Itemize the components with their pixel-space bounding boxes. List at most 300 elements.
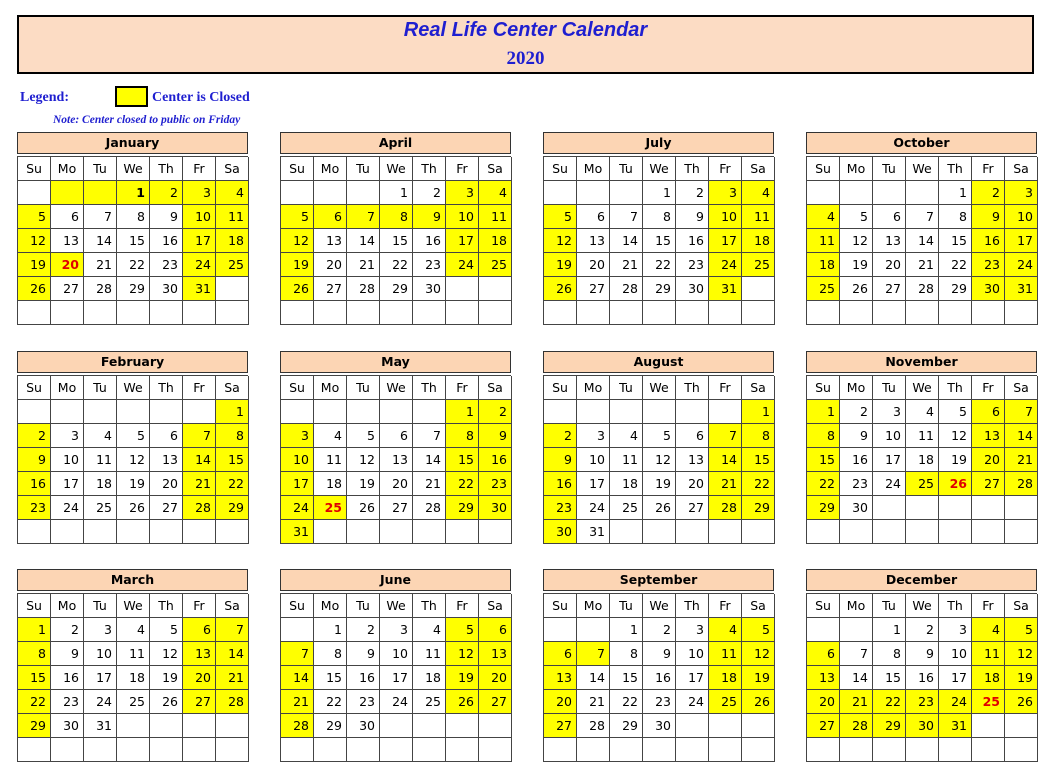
empty-cell xyxy=(1005,496,1038,520)
day-cell: 6 xyxy=(150,424,183,448)
weekday-header: Su xyxy=(18,594,51,618)
empty-cell xyxy=(906,738,939,762)
day-cell: 4 xyxy=(610,424,643,448)
day-cell: 27 xyxy=(544,714,577,738)
day-cell: 27 xyxy=(183,690,216,714)
day-cell: 28 xyxy=(610,277,643,301)
day-cell: 13 xyxy=(577,229,610,253)
day-cell: 7 xyxy=(281,642,314,666)
weekday-header: Sa xyxy=(742,157,775,181)
month-july xyxy=(543,132,774,325)
day-cell: 17 xyxy=(709,229,742,253)
day-cell: 27 xyxy=(51,277,84,301)
weekday-header: Tu xyxy=(84,376,117,400)
day-cell: 23 xyxy=(840,472,873,496)
month-grid xyxy=(543,375,774,544)
day-cell: 29 xyxy=(117,277,150,301)
empty-cell xyxy=(544,181,577,205)
day-cell: 12 xyxy=(544,229,577,253)
day-cell: 12 xyxy=(742,642,775,666)
empty-cell xyxy=(939,301,972,325)
day-cell: 10 xyxy=(183,205,216,229)
month-title: October xyxy=(806,132,1037,154)
empty-cell xyxy=(216,277,249,301)
weekday-header: Mo xyxy=(840,157,873,181)
empty-cell xyxy=(742,301,775,325)
weekday-header: We xyxy=(117,157,150,181)
empty-cell xyxy=(84,400,117,424)
day-cell: 29 xyxy=(939,277,972,301)
empty-cell xyxy=(446,301,479,325)
empty-cell xyxy=(972,520,1005,544)
empty-cell xyxy=(347,738,380,762)
empty-cell xyxy=(446,738,479,762)
month-title: December xyxy=(806,569,1037,591)
day-cell: 25 xyxy=(709,690,742,714)
day-cell: 24 xyxy=(873,472,906,496)
empty-cell xyxy=(314,738,347,762)
weekday-header: Su xyxy=(18,376,51,400)
month-title: September xyxy=(543,569,774,591)
day-cell: 28 xyxy=(281,714,314,738)
empty-cell xyxy=(446,520,479,544)
day-cell: 9 xyxy=(544,448,577,472)
day-cell: 2 xyxy=(544,424,577,448)
weekday-header: We xyxy=(643,376,676,400)
day-cell: 5 xyxy=(544,205,577,229)
legend-closed-text: Center is Closed xyxy=(152,90,250,105)
day-cell: 1 xyxy=(446,400,479,424)
empty-cell xyxy=(643,738,676,762)
day-cell: 2 xyxy=(906,618,939,642)
empty-cell xyxy=(709,738,742,762)
weekday-header: Fr xyxy=(709,157,742,181)
day-cell: 26 xyxy=(18,277,51,301)
day-cell: 18 xyxy=(413,666,446,690)
day-cell: 3 xyxy=(676,618,709,642)
empty-cell xyxy=(216,520,249,544)
empty-cell xyxy=(610,738,643,762)
empty-cell xyxy=(183,400,216,424)
day-cell: 18 xyxy=(610,472,643,496)
day-cell: 11 xyxy=(972,642,1005,666)
calendar-header xyxy=(17,15,1034,74)
day-cell: 9 xyxy=(676,205,709,229)
calendar-year: 2020 xyxy=(506,48,545,69)
month-grid xyxy=(17,156,248,325)
day-cell: 9 xyxy=(413,205,446,229)
day-cell: 28 xyxy=(216,690,249,714)
day-cell: 14 xyxy=(84,229,117,253)
day-cell: 11 xyxy=(479,205,512,229)
weekday-header: Mo xyxy=(314,594,347,618)
weekday-header: Tu xyxy=(84,157,117,181)
day-cell: 15 xyxy=(643,229,676,253)
empty-cell xyxy=(281,738,314,762)
day-cell: 22 xyxy=(117,253,150,277)
day-cell: 20 xyxy=(183,666,216,690)
day-cell: 23 xyxy=(544,496,577,520)
weekday-header: Sa xyxy=(1005,376,1038,400)
day-cell: 17 xyxy=(939,666,972,690)
weekday-header: Mo xyxy=(314,157,347,181)
day-cell: 7 xyxy=(906,205,939,229)
empty-cell xyxy=(117,714,150,738)
weekday-header: Fr xyxy=(446,594,479,618)
empty-cell xyxy=(742,714,775,738)
day-cell: 6 xyxy=(380,424,413,448)
day-cell: 20 xyxy=(314,253,347,277)
day-cell: 27 xyxy=(314,277,347,301)
day-cell: 5 xyxy=(1005,618,1038,642)
empty-cell xyxy=(577,618,610,642)
weekday-header: Mo xyxy=(577,376,610,400)
day-cell: 20 xyxy=(479,666,512,690)
day-cell: 9 xyxy=(347,642,380,666)
empty-cell xyxy=(972,301,1005,325)
day-cell: 24 xyxy=(84,690,117,714)
legend-label: Legend: xyxy=(20,90,69,105)
weekday-header: Mo xyxy=(577,157,610,181)
day-cell: 9 xyxy=(479,424,512,448)
weekday-header: Mo xyxy=(314,376,347,400)
weekday-header: We xyxy=(906,594,939,618)
empty-cell xyxy=(840,301,873,325)
day-cell: 10 xyxy=(1005,205,1038,229)
day-cell: 12 xyxy=(939,424,972,448)
month-grid xyxy=(806,156,1037,325)
day-cell: 8 xyxy=(742,424,775,448)
day-cell: 30 xyxy=(413,277,446,301)
empty-cell xyxy=(18,400,51,424)
month-grid xyxy=(17,375,248,544)
day-cell: 1 xyxy=(380,181,413,205)
weekday-header: Fr xyxy=(183,376,216,400)
day-cell: 21 xyxy=(84,253,117,277)
weekday-header: We xyxy=(643,594,676,618)
weekday-header: Fr xyxy=(183,594,216,618)
day-cell: 29 xyxy=(380,277,413,301)
day-cell: 25 xyxy=(84,496,117,520)
empty-cell xyxy=(380,400,413,424)
weekday-header: Mo xyxy=(51,157,84,181)
day-cell: 26 xyxy=(643,496,676,520)
day-cell: 6 xyxy=(544,642,577,666)
day-cell: 15 xyxy=(18,666,51,690)
day-cell: 21 xyxy=(577,690,610,714)
day-cell: 30 xyxy=(840,496,873,520)
day-cell: 14 xyxy=(840,666,873,690)
day-cell: 17 xyxy=(577,472,610,496)
empty-cell xyxy=(216,714,249,738)
day-cell: 22 xyxy=(643,253,676,277)
day-cell: 5 xyxy=(742,618,775,642)
day-cell: 5 xyxy=(939,400,972,424)
empty-cell xyxy=(84,738,117,762)
day-cell: 24 xyxy=(446,253,479,277)
weekday-header: Sa xyxy=(216,157,249,181)
day-cell: 14 xyxy=(216,642,249,666)
empty-cell xyxy=(314,400,347,424)
day-cell: 4 xyxy=(479,181,512,205)
empty-cell xyxy=(676,714,709,738)
empty-cell xyxy=(1005,520,1038,544)
day-cell: 30 xyxy=(51,714,84,738)
month-november xyxy=(806,351,1037,544)
day-cell: 13 xyxy=(807,666,840,690)
day-cell: 1 xyxy=(216,400,249,424)
day-cell: 20 xyxy=(380,472,413,496)
day-cell: 6 xyxy=(479,618,512,642)
day-cell: 25 xyxy=(216,253,249,277)
empty-cell xyxy=(873,181,906,205)
empty-cell xyxy=(577,301,610,325)
empty-cell xyxy=(380,520,413,544)
day-cell: 10 xyxy=(676,642,709,666)
day-cell: 29 xyxy=(610,714,643,738)
day-cell: 5 xyxy=(446,618,479,642)
month-august xyxy=(543,351,774,544)
empty-cell xyxy=(610,400,643,424)
day-cell: 3 xyxy=(939,618,972,642)
empty-cell xyxy=(413,400,446,424)
day-cell: 28 xyxy=(183,496,216,520)
day-cell: 25 xyxy=(314,496,347,520)
empty-cell xyxy=(413,520,446,544)
day-cell: 19 xyxy=(281,253,314,277)
day-cell: 16 xyxy=(544,472,577,496)
day-cell: 10 xyxy=(939,642,972,666)
weekday-header: Mo xyxy=(51,376,84,400)
day-cell: 31 xyxy=(577,520,610,544)
day-cell: 16 xyxy=(972,229,1005,253)
day-cell: 9 xyxy=(972,205,1005,229)
empty-cell xyxy=(117,520,150,544)
day-cell: 12 xyxy=(446,642,479,666)
month-title: May xyxy=(280,351,511,373)
empty-cell xyxy=(413,714,446,738)
day-cell: 25 xyxy=(413,690,446,714)
day-cell: 28 xyxy=(347,277,380,301)
day-cell: 4 xyxy=(216,181,249,205)
day-cell: 22 xyxy=(807,472,840,496)
day-cell: 10 xyxy=(577,448,610,472)
weekday-header: Sa xyxy=(479,157,512,181)
day-cell: 18 xyxy=(807,253,840,277)
day-cell: 7 xyxy=(577,642,610,666)
weekday-header: Th xyxy=(939,157,972,181)
empty-cell xyxy=(380,714,413,738)
empty-cell xyxy=(413,738,446,762)
day-cell: 16 xyxy=(840,448,873,472)
day-cell: 21 xyxy=(413,472,446,496)
day-cell: 7 xyxy=(183,424,216,448)
day-cell: 5 xyxy=(840,205,873,229)
day-cell: 5 xyxy=(18,205,51,229)
day-cell: 5 xyxy=(347,424,380,448)
day-cell: 24 xyxy=(1005,253,1038,277)
day-cell: 30 xyxy=(676,277,709,301)
month-march xyxy=(17,569,248,762)
day-cell: 21 xyxy=(183,472,216,496)
day-cell: 22 xyxy=(446,472,479,496)
day-cell: 28 xyxy=(413,496,446,520)
day-cell: 3 xyxy=(577,424,610,448)
empty-cell xyxy=(281,181,314,205)
day-cell: 13 xyxy=(314,229,347,253)
day-cell: 9 xyxy=(840,424,873,448)
empty-cell xyxy=(544,301,577,325)
day-cell: 24 xyxy=(676,690,709,714)
month-title: June xyxy=(280,569,511,591)
day-cell: 11 xyxy=(709,642,742,666)
day-cell: 4 xyxy=(972,618,1005,642)
empty-cell xyxy=(479,277,512,301)
month-october xyxy=(806,132,1037,325)
day-cell: 18 xyxy=(479,229,512,253)
day-cell: 17 xyxy=(380,666,413,690)
day-cell: 23 xyxy=(479,472,512,496)
weekday-header: Th xyxy=(150,157,183,181)
weekday-header: We xyxy=(380,157,413,181)
day-cell: 17 xyxy=(51,472,84,496)
day-cell: 2 xyxy=(18,424,51,448)
day-cell: 18 xyxy=(742,229,775,253)
weekday-header: Sa xyxy=(1005,157,1038,181)
day-cell: 27 xyxy=(577,277,610,301)
day-cell: 12 xyxy=(150,642,183,666)
day-cell: 16 xyxy=(150,229,183,253)
weekday-header: Tu xyxy=(84,594,117,618)
day-cell: 3 xyxy=(84,618,117,642)
day-cell: 15 xyxy=(807,448,840,472)
day-cell: 10 xyxy=(51,448,84,472)
day-cell: 22 xyxy=(873,690,906,714)
empty-cell xyxy=(51,520,84,544)
day-cell: 10 xyxy=(873,424,906,448)
weekday-header: Su xyxy=(807,157,840,181)
month-title: November xyxy=(806,351,1037,373)
day-cell: 6 xyxy=(676,424,709,448)
month-grid xyxy=(17,593,248,762)
weekday-header: Th xyxy=(676,594,709,618)
day-cell: 11 xyxy=(413,642,446,666)
day-cell: 31 xyxy=(84,714,117,738)
day-cell: 25 xyxy=(972,690,1005,714)
day-cell: 30 xyxy=(643,714,676,738)
day-cell: 11 xyxy=(314,448,347,472)
empty-cell xyxy=(1005,738,1038,762)
day-cell: 8 xyxy=(18,642,51,666)
day-cell: 28 xyxy=(84,277,117,301)
empty-cell xyxy=(18,181,51,205)
empty-cell xyxy=(610,181,643,205)
day-cell: 3 xyxy=(1005,181,1038,205)
day-cell: 1 xyxy=(117,181,150,205)
weekday-header: Tu xyxy=(873,376,906,400)
empty-cell xyxy=(413,301,446,325)
weekday-header: Tu xyxy=(347,376,380,400)
day-cell: 26 xyxy=(544,277,577,301)
empty-cell xyxy=(216,738,249,762)
weekday-header: Su xyxy=(281,594,314,618)
day-cell: 24 xyxy=(183,253,216,277)
day-cell: 5 xyxy=(150,618,183,642)
day-cell: 10 xyxy=(709,205,742,229)
day-cell: 26 xyxy=(281,277,314,301)
empty-cell xyxy=(51,400,84,424)
empty-cell xyxy=(183,738,216,762)
day-cell: 23 xyxy=(413,253,446,277)
day-cell: 25 xyxy=(610,496,643,520)
month-title: February xyxy=(17,351,248,373)
day-cell: 11 xyxy=(742,205,775,229)
day-cell: 12 xyxy=(281,229,314,253)
day-cell: 13 xyxy=(183,642,216,666)
day-cell: 16 xyxy=(906,666,939,690)
day-cell: 6 xyxy=(51,205,84,229)
day-cell: 14 xyxy=(577,666,610,690)
month-title: August xyxy=(543,351,774,373)
day-cell: 15 xyxy=(939,229,972,253)
day-cell: 16 xyxy=(643,666,676,690)
day-cell: 27 xyxy=(807,714,840,738)
empty-cell xyxy=(18,301,51,325)
day-cell: 26 xyxy=(446,690,479,714)
day-cell: 23 xyxy=(972,253,1005,277)
day-cell: 8 xyxy=(643,205,676,229)
day-cell: 20 xyxy=(51,253,84,277)
day-cell: 30 xyxy=(150,277,183,301)
empty-cell xyxy=(18,738,51,762)
day-cell: 1 xyxy=(873,618,906,642)
empty-cell xyxy=(51,301,84,325)
empty-cell xyxy=(742,520,775,544)
empty-cell xyxy=(150,714,183,738)
empty-cell xyxy=(742,277,775,301)
day-cell: 8 xyxy=(610,642,643,666)
empty-cell xyxy=(807,181,840,205)
day-cell: 31 xyxy=(1005,277,1038,301)
month-may xyxy=(280,351,511,544)
weekday-header: Fr xyxy=(709,594,742,618)
weekday-header: Tu xyxy=(610,594,643,618)
month-april xyxy=(280,132,511,325)
empty-cell xyxy=(577,738,610,762)
day-cell: 14 xyxy=(281,666,314,690)
day-cell: 4 xyxy=(314,424,347,448)
weekday-header: Th xyxy=(150,376,183,400)
day-cell: 7 xyxy=(1005,400,1038,424)
weekday-header: Tu xyxy=(347,594,380,618)
empty-cell xyxy=(676,520,709,544)
day-cell: 1 xyxy=(643,181,676,205)
day-cell: 18 xyxy=(906,448,939,472)
day-cell: 3 xyxy=(380,618,413,642)
day-cell: 21 xyxy=(709,472,742,496)
empty-cell xyxy=(544,738,577,762)
day-cell: 23 xyxy=(18,496,51,520)
day-cell: 7 xyxy=(610,205,643,229)
weekday-header: Su xyxy=(807,594,840,618)
weekday-header: Sa xyxy=(216,376,249,400)
day-cell: 25 xyxy=(906,472,939,496)
empty-cell xyxy=(709,714,742,738)
day-cell: 11 xyxy=(84,448,117,472)
empty-cell xyxy=(183,520,216,544)
empty-cell xyxy=(281,400,314,424)
day-cell: 29 xyxy=(873,714,906,738)
